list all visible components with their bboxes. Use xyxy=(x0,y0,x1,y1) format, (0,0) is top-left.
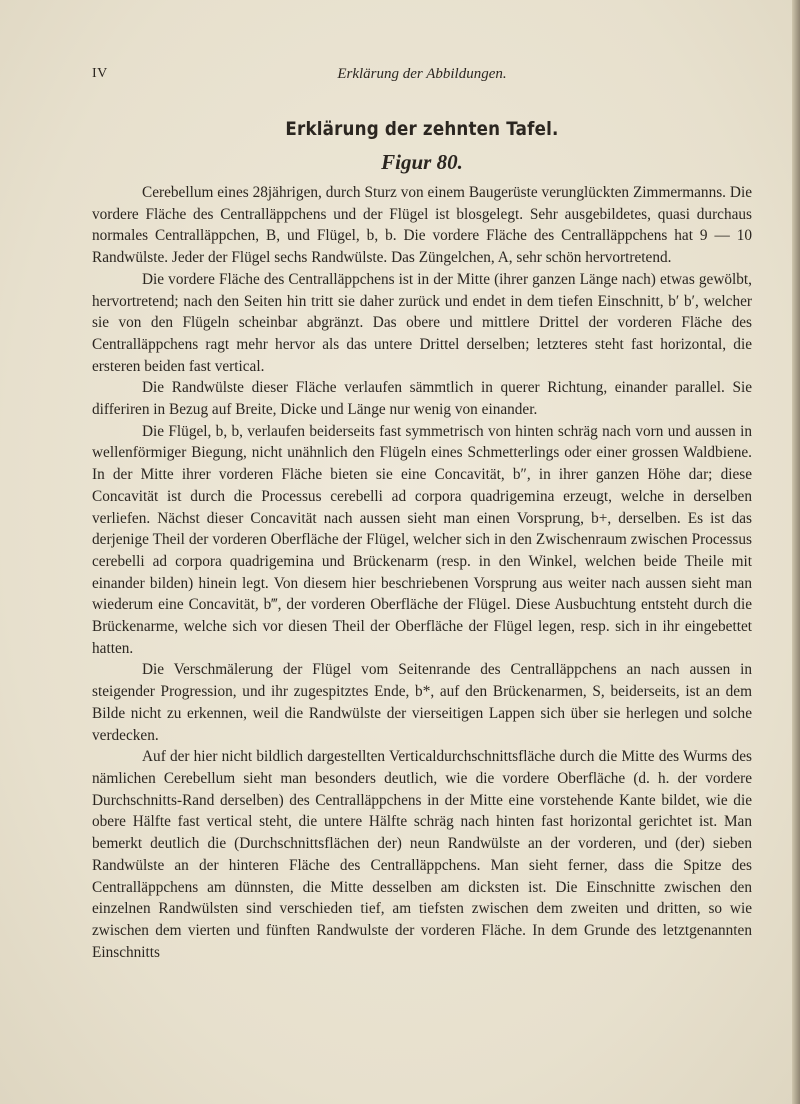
paragraph-5: Die Verschmälerung der Flügel vom Seitenrande des Centralläppchens an nach aussen in steigender Progression, und ihr zugespitztes Ende, b*, auf den Brückenarmen, S, beiderseits, ist an dem Bilde nicht zu erkennen, weil die Randwülste der vierseitigen Lappen sich über sie herlegen und solche verdecken. xyxy=(92,661,752,744)
paragraph-2: Die vordere Fläche des Centralläppchens ist in der Mitte (ihrer ganzen Länge nach) etwas gewölbt, hervortretend; nach den Seiten hin tritt sie daher zurück und endet in dem tiefen Einschnitt, b′ b′, welcher sie von den Flügeln scheinbar abgränzt. Das obere und mittlere Drittel der vorderen Fläche des Centralläppchens ragt mehr hervor als das untere Drittel derselben; letzteres steht fast horizontal, die ersteren beiden fast vertical. xyxy=(92,270,752,375)
section-title: Erklärung der zehnten Tafel. xyxy=(285,118,559,140)
figure-heading: Figur 80. xyxy=(381,150,463,174)
page-header xyxy=(92,66,752,88)
page-number: IV xyxy=(92,66,108,81)
body-text xyxy=(92,182,752,963)
running-head: Erklärung der Abbildungen. xyxy=(337,66,507,82)
paragraph-6: Auf der hier nicht bildlich dargestellten Verticaldurchschnittsfläche durch die Mitte des Wurms des nämlichen Cerebellum sieht man besonders deutlich, wie die vordere Oberfläche (d. h. der vordere Durchschnitts-Rand derselben) des Centralläppchens in der Mitte eine vorstehende Kante bildet, wie die obere Hälfte fast vertical steht, die untere Hälfte schräg nach hinten fast horizontal gerichtet ist. Man bemerkt deutlich die (Durchschnittsflächen der) neun Randwülste an der vorderen, und (der) sieben Randwülste an der hinteren Fläche des Centralläppchens. Man sieht ferner, dass die Spitze des Centralläppchens am dünnsten, die Mitte desselben am dicksten ist. Die Einschnitte zwischen den einzelnen Randwülsten sind verschieden tief, am tiefsten zwischen dem zweiten und dritten, so wie zwischen dem vierten und fünften Randwulste der vorderen Fläche. In dem Grunde des letztgenannten Einschnitts xyxy=(92,748,752,961)
paragraph-1: Cerebellum eines 28jährigen, durch Sturz von einem Baugerüste verunglückten Zimmermanns. Die vordere Fläche des Centralläppchens und der Flügel ist blosgelegt. Sehr ausgebildetes, quasi durchaus normales Centralläppchen, B, und Flügel, b, b. Die vordere Fläche des Centralläppchens hat 9 — 10 Randwülste. Jeder der Flügel sechs Randwülste. Das Züngelchen, A, sehr schön hervortretend. xyxy=(92,184,752,267)
paragraph-3: Die Randwülste dieser Fläche verlaufen sämmtlich in querer Richtung, einander parallel. Sie differiren in Bezug auf Breite, Dicke und Länge nur wenig von einander. xyxy=(92,379,752,419)
page-edge xyxy=(792,0,800,1104)
paragraph-4: Die Flügel, b, b, verlaufen beiderseits fast symmetrisch von hinten schräg nach vorn und aussen in wellenförmiger Biegung, nicht unähnlich den Flügeln eines Schmetterlings oder einer grossen Waldbiene. In der Mitte ihrer vorderen Fläche bieten sie eine Concavität, b″, in ihrer ganzen Höhe dar; diese Concavität ist durch die Processus cerebelli ad corpora quadrigemina erzeugt, welche in derselben verliefen. Nächst dieser Concavität nach aussen sieht man einen Vorsprung, b+, derselben. Es ist das derjenige Theil der vorderen Oberfläche der Flügel, welcher sich in den Zwischenraum zwischen Processus cerebelli ad corpora quadrigemina und Brückenarm (resp. in den Winkel, welchen beide Theile mit einander bilden) hinein legt. Von diesem hier beschriebenen Vorsprung aus weiter nach aussen sieht man wiederum eine Concavität, b‴, der vorderen Oberfläche der Flügel. Diese Ausbuchtung entsteht durch die Brückenarme, welche sich vor diesen Theil der Oberfläche der Flügel legen, resp. sich in ihr eingebettet hatten. xyxy=(92,422,752,657)
